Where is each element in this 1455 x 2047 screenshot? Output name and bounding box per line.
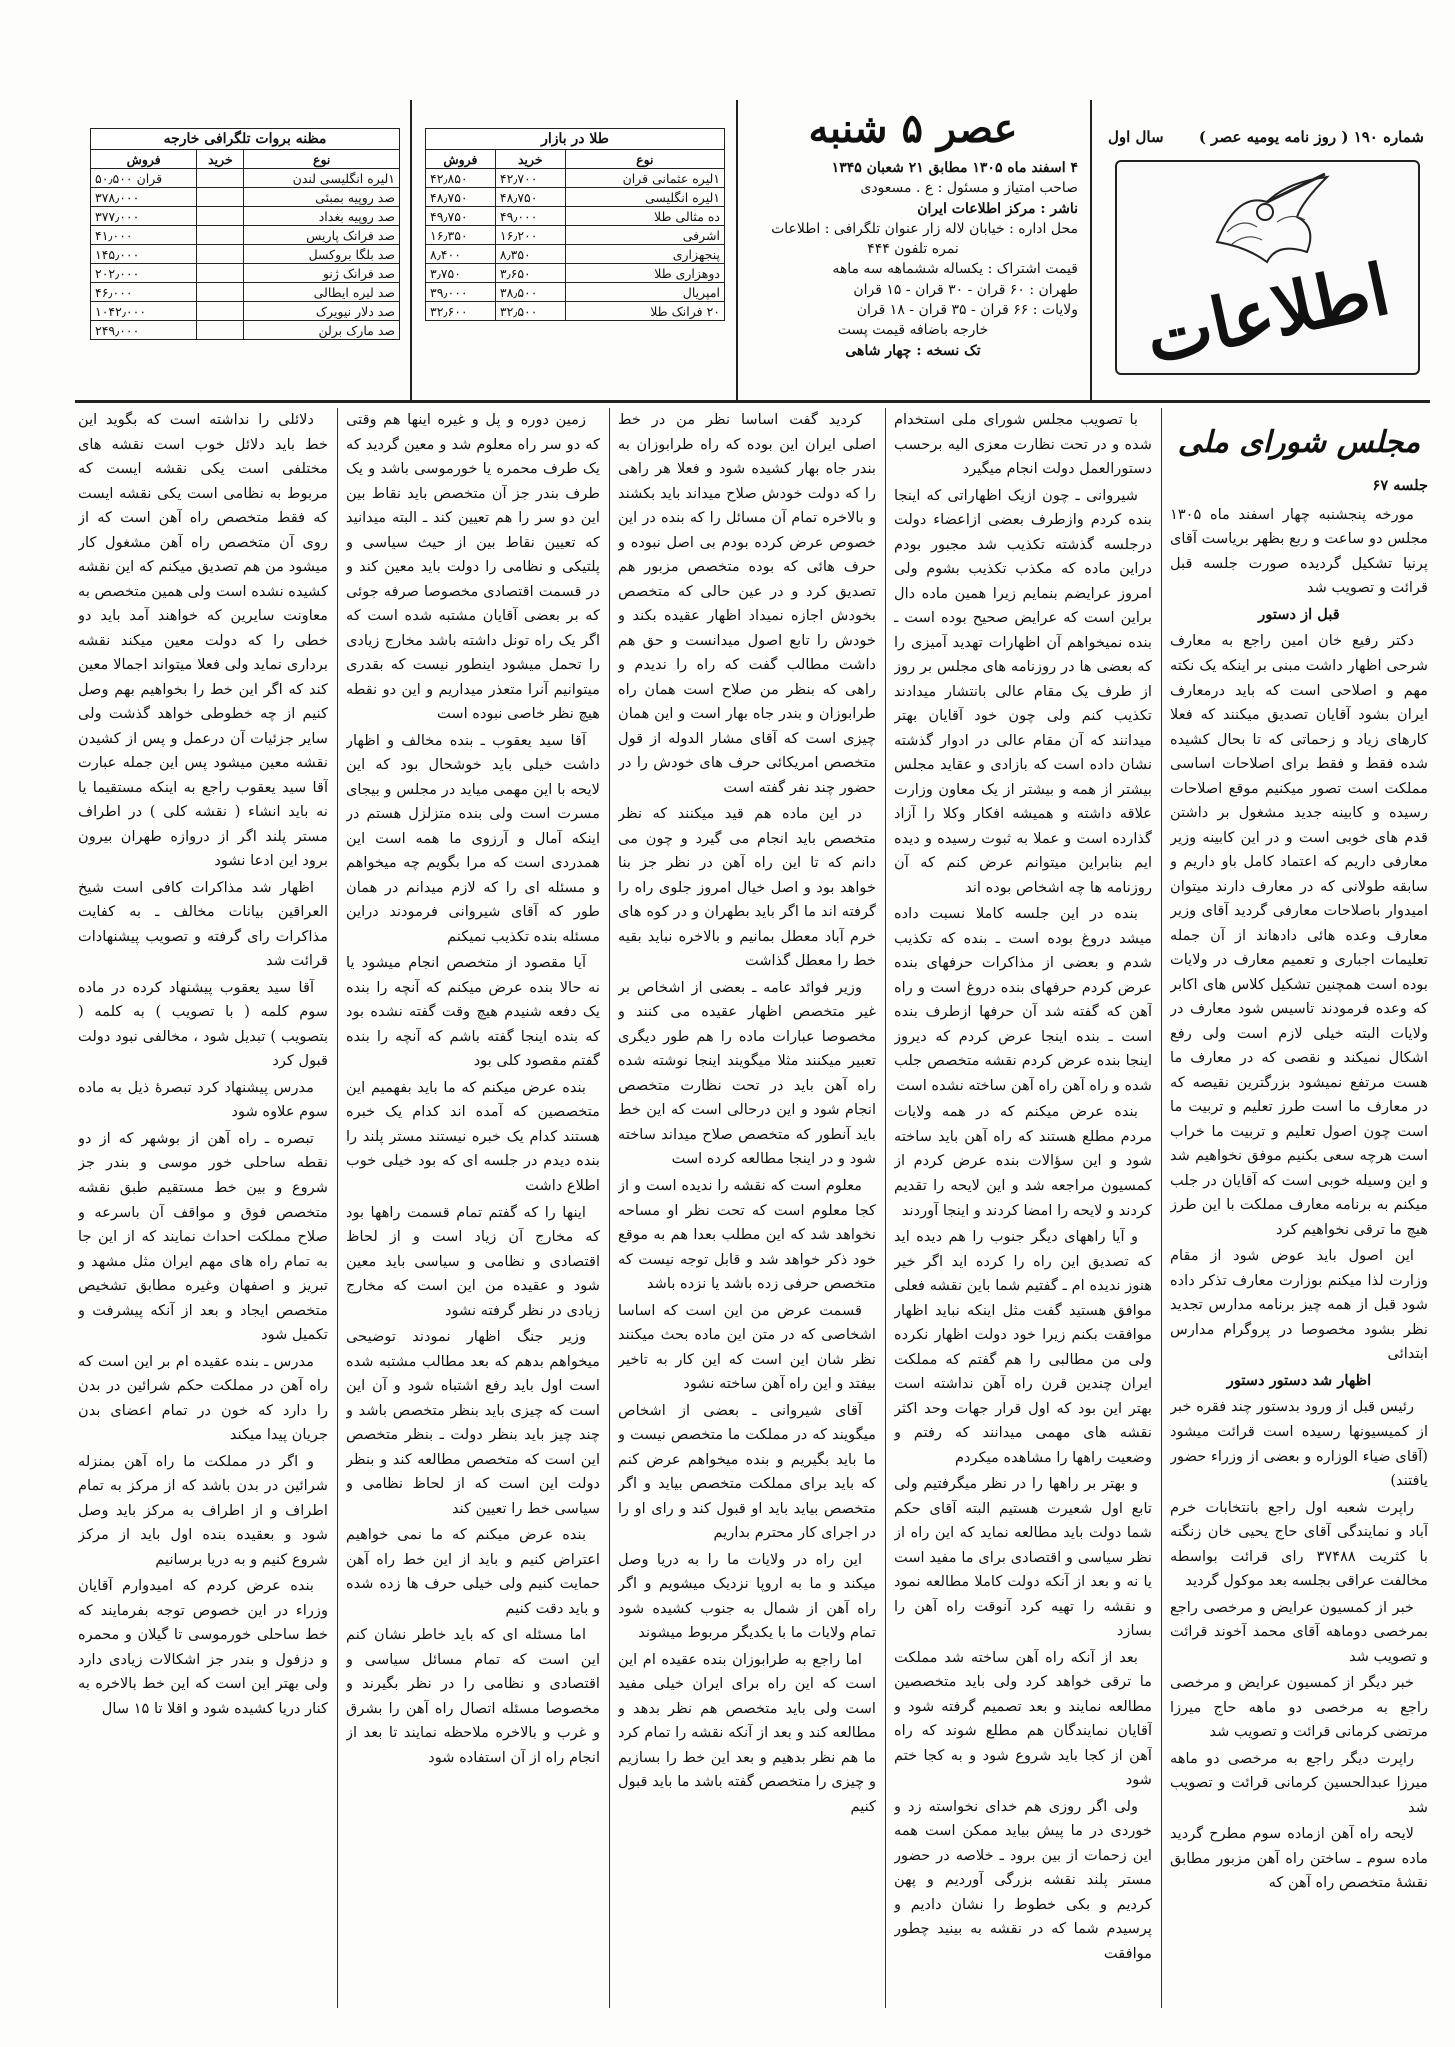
article-columns [78,408,1428,2008]
paragraph: بنده در این جلسه کاملا نسبت داده میشد دروغ بوده است ـ بنده که تکذیب شدم و بعضی از مذاکرات حرفهای بنده عرض کردم حرفهای بنده دروغ است و راه آهن که گفته شد آن حرفها ازطرف بنده است ـ بنده اینجا عرض کردم که دیروز اینجا بنده عرض کردم نقشه متخصص جلب شده و راه آهن راه آهن ساخته نشده است [894,905,1152,1094]
row-label: ۱لیره انگلیسی لندن [244,169,400,188]
column-rule [337,408,338,2008]
price-cell: ۳۷۷٫۰۰۰ [91,207,197,226]
paragraph: خبر از کمسیون عرایض و مرخصی راجع بمرخصی دوماهه آقای محمد آخوند قرائت و تصویب شد [1170,1598,1428,1665]
provinces-price: ولایات : ۶۶ قران - ۳۵ قران - ۱۸ قران [856,302,1078,319]
price-cell: ۳۷۸٫۰۰۰ [91,188,197,207]
paragraph: شیروانی ـ چون ازیک اظهاراتی که اینجا بنده کردم وازطرف بعضی ازاعضاء دولت درجلسه گذشته تکذیب شد مجبور بودم دراین ماده که مکذب تکذیب بشوم ولی امروز عرایضم بنمایم زیرا همین ماده دال براین است که عرایض صحیح بوده است ـ بنده نمیخواهم آن اظهارات تهدید آمیزی را که بعضی ها در روزنامه های مجلس بر روز از طرف یک مقام عالی بانتشار میدادند تکذیب کنم ولی چون خود آقایان بهتر میدانند که آن مقام عالی در ادوار گذشته نشان داده است که بازادی و عقاید مجلس بیشتر از همه و بیشتر از یک معاون وزارت علاقه داشته و همیشه افکار وکلا را آزاد گذارده است و عملا به ثبوت رسیده و دیده ایم بنابراین میتوانم عرض کنم که آن روزنامه ها چه اشخاص بوده اند [894,486,1152,896]
paragraph: اما راجع به طرابوزان بنده عقیده ام این است که این راه برای ایران خیلی مفید است ولی باید متخصص هم نظر بدهد و مطالعه کند و بعد از آنکه نقشه را تمام کرد ما هم نظر بدهیم و بعد این خط را بسازیم و چیزی را متخصص گفته باشد ما باید قبول کنیم [618,1650,876,1815]
paragraph: اظهار شد مذاکرات کافی است شیخ العراقین بیانات مخالف ـ به کفایت مذاکرات رای گرفته و تصویب پیشنهادات قرائت شد [78,878,328,970]
row-label: صد روپیه بغداد [244,207,400,226]
fx-table-title: مظنه بروات تلگرافی خارجه [90,128,400,149]
price-cell: ۴۹٫۰۰۰ [495,207,565,226]
paragraph: دکتر رفیع خان امین راجع به معارف شرحی اظهار داشت مبنی بر اینکه یک نکته مهم و اصلاحی است که باید درمعارف ایران بشود آقایان تصدیق میکنند که فعلا کارهای زیاد و زحماتی که تا بحال کشیده شده فقط و فقط برای اصلاحات اساسی مملکت است تصور میکنیم موقع اصلاحات رسیده و کابینه جدید مشغول بر داشتن قدم های خوبی است و در این کابینه وزیر معارفی داریم که اعتماد کامل باو داریم و سابقه طولانی که در معارف دارند میتوان امیدوار باصلاحات معارفی گردید آقای وزیر معارف وعده هائی دادهاند از آن جمله تعلیمات اجباری و تعمیم معارف در ولایات بوده است همچنین تشکیل کلاس های اکابر که وعده فرمودند تاسیس شود معارف در ولایات البته خیلی لازم است ولی رفع اشکال نمیکند و نقصی که در معارف ما هست مرتفع نمیشود بزرگترین نقیصه که در معارف ما است طرز تعلیم و تربیت ما است چون اصول تعلیم و تربیت ما خراب است هرچه سعی بکنیم موفق نخواهیم شد و این وسیله خوبی است که آقایان در جلب میکنم به برنامه معارف مملکت با این طرز هیچ ما ترقی نخواهیم کرد [1170,632,1428,1238]
column-text [894,408,1152,1966]
column-header: فروش [426,150,496,169]
price-cell: ۴۸٫۷۵۰ [426,188,496,207]
price-cell: ۱۶٫۳۵۰ [426,226,496,245]
paragraph: آقا سید یعقوب پیشنهاد کرده در ماده سوم کلمه ( با تصویب ) به کلمه ( بتصویب ) تبدیل شود ، مخالفی نبود دولت قبول کرد [78,978,328,1070]
tehran-price: طهران : ۶۰ قران - ۳۰ قران - ۱۵ قران [853,281,1078,298]
column-rule [885,408,886,2008]
paragraph: زمین دوره و پل و غیره اینها هم وقتی که دو سر راه معلوم شد و معین گردید که یک طرف محمره یا خورموسی باشد و یک طرف بندر جز آن متخصص باید نقاط بین این دو سر را هم تعیین کند ـ البته میدانید که تعیین نقاط بین از حیث سیاسی و پلتیکی و نظامی را دولت باید معین کند و در قسمت اقتصادی مخصوصا صرفه جوئی که بر بعضی آقایان مشتبه شده است که اگر یک راه تونل داشته باشد مخارج زیادی را تحمل میشود اینطور نیست که بقدری میتوانیم آنرا متعذر میداریم و این دو نقطه هیچ نظر خاصی نبوده است [346,411,600,723]
row-label: صد لیره ایطالی [244,283,400,302]
fx-table-body [91,169,400,340]
price-cell: ۲۰۲٫۰۰۰ [91,264,197,283]
paragraph: آقای شیروانی ـ بعضی از اشخاص میگویند که در مملکت ما متخصص نیست و ما باید بگیریم و بنده میخواهم عرض کنم که باید برای مملکت متخصص بیاید و اگر متخصص بیاید باید او قبول کند و رای او را در اجرای کار محترم بداریم [618,1401,876,1542]
table-row [426,302,725,321]
paragraph: بنده عرض میکنم که در همه ولایات مردم مطلع هستند که راه آهن باید ساخته شود و این سؤالات بنده عرض کردم از کمسیون مراجعه شد و این لایحه را تقدیم کردند و لایحه را امضا کردند و اینجا آوردند [894,1103,1152,1219]
price-cell [197,188,244,207]
column-2 [894,408,1152,2008]
logo [1115,160,1420,380]
paragraph: اظهار شد دستور دستور [1226,1371,1372,1389]
price-cell: ۴۱٫۰۰۰ [91,226,197,245]
row-label: پنجهزاری [565,245,724,264]
row-label: صد فرانک پاریس [244,226,400,245]
row-label: صد دلار نیویرک [244,302,400,321]
price-cell: ۱۰۴۲٫۰۰۰ [91,302,197,321]
paragraph: وزیر جنگ اظهار نمودند توضیحی میخواهم بدهم که بعد مطالب مشتبه شده است اول باید رفع اشتباه شود و آن این است که چیزی باید بنظر متخصص باشد و چند چیز باید بنظر دولت ـ بنظر متخصص این است که متخصص مطالعه کند و بنظر دولت این است که از لحاظ نظامی و سیاسی خط را تعیین کند [346,1328,600,1517]
abroad-price: خارجه باضافه قیمت پست [837,322,989,339]
paragraph: و آیا راههای دیگر جنوب را هم دیده اید که تصدیق این راه را کرده اید اگر خیر هنوز ندیده ام ـ گفتیم شما باین نقشه فعلی موافق هستید گفت مثل اینکه نباید اظهار موافقت بکنم زیرا خود دولت اظهار نکرده ولی من مطالبی را هم گفتم که مملکت ایران چندین قرن راه آهن نداشته است بهتر این بود که اول قرار جهات وحد اکثر نقشه های مهمی میدانند که رفتم و وضعیت راهها را مشاهده میکردم [894,1228,1152,1466]
price-cell: ۴۶٫۰۰۰ [91,283,197,302]
table-row [91,264,400,283]
column-header: نوع [244,150,400,169]
price-cell [197,226,244,245]
price-cell: ۱۶٫۲۰۰ [495,226,565,245]
price-cell [197,207,244,226]
row-label: ده مثالی طلا [565,207,724,226]
table-row [426,245,725,264]
price-cell [197,302,244,321]
session-number: جلسه ۶۷ [1372,477,1428,495]
gold-price-table [425,128,725,321]
paragraph: اما مسئله ای که باید خاطر نشان کنم این است که تمام مسائل سیاسی و اقتصادی و نظامی را در نظر بگیرند و مخصوصا مسئله اتصال راه آهن را بشرق و غرب و بالاخره ملاحظه نمایند تا بعد از انجام راه از آن استفاده شود [346,1626,600,1766]
paragraph: در این ماده هم قید میکنند که نظر متخصص باید انجام می گیرد و چون می دانم که تا این راه آهن در نظر جز بنا خواهد بود و اصل خیال امروز جلوی راه را گرفته اند ما اگر باید بطهران و در کوه های خرم آباد معطل بمانیم و بالاخره نباید بقیه خط را معطل گذاشت [618,805,876,970]
table-row [91,169,400,188]
subscription-title: قیمت اشتراک : یکساله ششماهه سه ماهه [832,261,1078,278]
price-cell: ۵۰٫۵۰۰ قران [91,169,197,188]
paragraph: اینها را که گفتم تمام قسمت راهها بود که مخارج آن زیاد است و از لحاظ اقتصادی و نظامی و سیاسی باید معین شود و عقیده من این است که مخارج زیادی در نظر گرفته نشود [346,1203,600,1319]
paragraph: معلوم است که نقشه را ندیده است و از کجا معلوم است که تحت نظر او مساحه نخواهد شد که این مطلب بعدا هم به موقع خود ذکر خواهد شد و قابل توجه نیست که متخصص حرفی زده باشد یا نزده باشد [618,1176,876,1293]
column-header: خرید [197,150,244,169]
column-3 [618,408,876,2008]
paragraph: بنده عرض میکنم که ما باید بفهمیم این متخصصین که آمده اند کدام یک خبره هستند کدام یک خبره نیستند مستر پلند را بنده دیدم در جلسه ای که بود خیلی خوب اطلاع داشت [346,1078,600,1194]
phone: نمره تلفون ۴۴۴ [867,241,959,258]
table-row [426,264,725,283]
date: ۴ اسفند ماه ۱۳۰۵ مطابق ۲۱ شعبان ۱۳۴۵ [831,160,1078,176]
paragraph: این راه در ولایات ما را به دریا وصل میکند و ما به اروپا نزدیک میشویم و اگر راه آهن از شمال به جنوب کشیده شود تمام ولایات ما با یکدیگر مربوط میشوند [618,1550,876,1642]
column-header: فروش [91,150,197,169]
price-cell [197,264,244,283]
office: محل اداره : خیابان لاله زار عنوان تلگرافی : اطلاعات [771,220,1078,237]
price-cell [197,321,244,340]
price-cell: ۴۲٫۸۵۰ [426,169,496,188]
paragraph: خبر دیگر از کمسیون عرایض و مرخصی راجع به مرخصی دو ماهه حاج میرزا مرتضی کرمانی قرائت و تصویب شد [1170,1674,1428,1741]
paragraph: مدرس پیشنهاد کرد تبصرهٔ ذیل به ماده سوم علاوه شود [78,1078,328,1121]
paragraph: و اگر در مملکت ما راه آهن بمنزله شرائین در بدن باشد که از مرکز به تمام اطراف و از اطراف به مرکز باید وصل شود و بعقیده بنده اول باید از مرکز شروع کنیم و به دریا برسانیم [78,1452,328,1568]
row-label: دوهزاری طلا [565,264,724,283]
divider [736,100,738,400]
paragraph: بنده عرض کردم که امیدوارم آقایان وزراء در این خصوص توجه بفرمایند که خط ساحلی خورموسی تا گیلان و محمره و دزفول و بندر جز اشکالات زیادی دارد ولی بهتر این است که این خط بالاخره به کنار دریا کشیده شود و اقلا تا ۱۵ سال [78,1577,328,1717]
table-row [91,302,400,321]
paragraph: ولی اگر روزی هم خدای نخواسته زد و خوردی در ما پیش بیاید ممکن است همه این زحمات از بین برود ـ خلاصه در حضور مستر پلند نقشه بزرگی آوردیم و پهن کردیم و بکی خطوط را نشان دادیم و پرسیدم شما که در نقشه به بینید چطور موافقت [894,1797,1152,1962]
column-text [78,408,328,1721]
paragraph: مدرس ـ بنده عقیده ام بر این است که راه آهن در مملکت حکم شرائین در بدن را دارد که خون در تمام اعضای بدن جریان پیدا میکند [78,1352,328,1444]
exchange-rate-table [90,128,400,340]
row-label: اشرفی [565,226,724,245]
column-rule [609,408,610,2008]
row-label: ۱لیره انگلیسی [565,188,724,207]
paragraph: رئیس قبل از ورود بدستور چند فقره خبر از کمیسیونها رسیده است قرائت میشود (آقای ضیاء الوزاره و بعضی از وزراء حضور یافتند) [1170,1398,1428,1490]
table-row [91,245,400,264]
price-cell: ۳۸٫۵۰۰ [495,283,565,302]
paragraph: راپرت شعبه اول راجع بانتخابات خرم آباد و نمایندگی آقای حاج یحیی خان زنگنه با کثریت ۳۷۴۸۸ رای قرائت بواسطه مخالفت عراقی بجلسه بعد موکول گردید [1170,1498,1428,1590]
column-rule [1161,408,1162,2008]
price-cell [197,245,244,264]
table-row [91,226,400,245]
gold-table-body [426,169,725,321]
paragraph: بنده عرض میکنم که ما نمی خواهیم اعتراض کنیم و باید از این خط راه آهن حمایت کنیم ولی خیلی حرف ها زده شده و باید دقت کنیم [346,1526,600,1617]
row-label: صد بلگا بروکسل [244,245,400,264]
price-cell: ۴۸٫۷۵۰ [495,188,565,207]
price-cell: ۳۲٫۶۰۰ [426,302,496,321]
table-row [426,283,725,302]
header-rule [75,400,1430,403]
price-cell: ۲۴۹٫۰۰۰ [91,321,197,340]
table-row [426,207,725,226]
masthead [1102,100,1430,400]
price-cell: ۴۹٫۷۵۰ [426,207,496,226]
table-row [426,169,725,188]
price-cell: ۱۴۵٫۰۰۰ [91,245,197,264]
weekday: عصر ۵ شنبه [808,105,1018,152]
price-cell: ۸٫۴۰۰ [426,245,496,264]
row-label: صد فرانک ژنو [244,264,400,283]
divider [410,100,412,400]
paragraph: و بهتر بر راهها را در نظر میگرفتیم ولی تابع اول شعیرت هستیم البته آقای حکم شما دولت باید مطالعه نماید که این راه از نظر سیاسی و اقتصادی برای ما مفید است یا نه و بعد از آنکه دولت کاملا مطالعه نمود و نقشه را تهیه کرد آنوقت راه آهن را بسازد [894,1475,1152,1640]
table-row [91,321,400,340]
price-cell [197,169,244,188]
paragraph: بعد از آنکه راه آهن ساخته شد مملکت ما ترقی خواهد کرد ولی باید متخصصین مطالعه نمایند و بعد تصمیم گرفته شود و آقایان نمایندگان هم مطلع شوند که راه آهن از کجا باید شروع شود و به کجا ختم شود [894,1648,1152,1789]
paragraph: مورخه پنجشنبه چهار اسفند ماه ۱۳۰۵ مجلس دو ساعت و ربع بظهر بریاست آقای پرنیا تشکیل گردیده صورت جلسه قبل قرائت و تصویب شد [1170,505,1428,597]
table-row [426,188,725,207]
paragraph: وزیر فوائد عامه ـ بعضی از اشخاص بر غیر متخصص اظهار عقیده می کنند و مخصوصا عبارات ماده را هم طور دیگری تعبیر میکنند مثلا میگویند اینجا نوشته شده راه آهن باید در تحت نظارت متخصص انجام شود و این درحالی است که این خط باید آنطور که متخصص صلاح میداند ساخته شود و در اینجا مطالعه کرده است [618,978,876,1168]
column-4 [346,408,600,2008]
column-1 [1170,408,1428,2008]
table-row [91,188,400,207]
issue-line [1108,128,1424,146]
paragraph: آیا مقصود از متخصص انجام میشود یا نه حالا بنده عرض میکنم که آنچه را بنده یک دفعه شنیدم هیچ وقت گفته نشده بود که بنده اینجا گفته باشم که آنچه را بنده گفتم مقصود کلی بود [346,954,600,1070]
paragraph: لایحه راه آهن ازماده سوم مطرح گردید ماده سوم ـ ساختن راه آهن مزبور مطابق نقشهٔ متخصص راه آهن که [1170,1825,1428,1892]
column-text [618,408,876,1819]
price-cell: ۳۲٫۵۰۰ [495,302,565,321]
row-label: صد مارک برلن [244,321,400,340]
price-cell: ۳٫۶۵۰ [495,264,565,283]
row-label: صد روپیه بمبئی [244,188,400,207]
paragraph: دلائلی را نداشته است که بگوید این خط باید دلائل خوب است نقشه های مختلفی است یکی نقشه ایست که مربوط به نظامی است یکی نقشه ایست که فقط متخصص راه آهن است که از روی آن متخصص راه آهن مشغول کار میشود من هم تصدیق میکنم که این نقشه کشیده نشده است ولی همین متخصص به معاونت سایرین که خواهند آمد باید دو خطی را که دولت معین میکند نقشه برداری نماید ولی فعلا میتواند اجمالا معین کند که اگر این خط را بخواهیم بهم وصل کنیم از چه خطوطی خواهد گذشت ولی سایر جزئیات آن درعمل و پس از کشیدن نقشه معین میشود پس این جمله عبارت آقا سید یعقوب راجع به اینکه مستقیما یا نه باید انشاء ( نقشه کلی ) در اطراف مستر پلند اگر از دروازه طهران بیرون برود این ادعا نشود [78,411,328,870]
price-cell [197,283,244,302]
issue-label: شماره ۱۹۰ ( روز نامه یومیه عصر ) [1198,128,1424,146]
row-label: ۱لیره عثمانی قران [565,169,724,188]
price-cell: ۸٫۳۵۰ [495,245,565,264]
header [85,100,1430,400]
publisher: ناشر : مرکز اطلاعات ایران [917,200,1078,217]
price-cell: ۳۹٫۰۰۰ [426,283,496,302]
paragraph: راپرت دیگر راجع به مرخصی دو ماهه میرزا عبدالحسین کرمانی قرائت و تصویب شد [1170,1749,1428,1816]
owner: صاحب امتیاز و مسئول : ع . مسعودی [860,180,1078,197]
table-header-row [91,150,400,169]
paragraph: کردید گفت اساسا نظر من در خط اصلی ایران این بوده که راه طرابوزان به بندر جاه بهار کشیده شود و فعلا هر راهی را که دولت خودش صلاح میداند باید بکشند و بالاخره تمام آن مسائل را که بنده در این خصوص عرض کرده بودم بی اصل نبوده و حرف هائی که بوده متخصص مزبور هم تصدیق کرد و در عین حالی که متخصص بخودش اجازه نمیداد اظهار عقیده بکند و خودش را تابع اصول میدانست و حق هم داشت مطالب گفت که راه را ندیدم و راهی که بنظر من صلاح است همان راه طرابوزان و بندر جاه بهار است و این همان چیزی است که آقای مشار الدوله از قول متخصص امریکائی حرف های خودش را در حضور چند نفر گفته است [618,411,876,796]
paragraph: تبصره ـ راه آهن از بوشهر که از دو نقطه ساحلی خور موسی و بندر جز شروع و بین خط مستقیم طبق نقشه متخصص فوق و مواقف آن باسرعه و صلاح مملکت احداث نمایند که از این جا به تمام راه های مهم ایران مثل مشهد و تبریز و اصفهان وغیره مطابق تشخیص متخصص ایجاد و بعد از آنکه پیشرفت و تکمیل شود [78,1129,328,1344]
price-cell: ۳٫۷۵۰ [426,264,496,283]
table-row [91,207,400,226]
table-header-row [426,150,725,169]
price-cell: ۴۲٫۷۰۰ [495,169,565,188]
row-label: امپریال [565,283,724,302]
paragraph: این اصول باید عوض شود از مقام وزارت لذا میکنم بوزارت معارف تذکر داده شود قبل از همه چیز برنامه مدارس تجدید نظر بشود مخصوصا در پروگرام مدارس ابتدائی [1170,1247,1428,1363]
year-label: سال اول [1108,128,1164,146]
dateline [748,100,1078,400]
section-title: مجلس شورای ملی [1177,425,1421,460]
single-price: تک نسخه : چهار شاهی [845,342,981,359]
column-text [346,408,600,1770]
column-header: نوع [565,150,724,169]
column-header: خرید [495,150,565,169]
paragraph: آقا سید یعقوب ـ بنده مخالف و اظهار داشت خیلی باید خوشحال بود که این لایحه با این مهمی میاید در مجلس و بیجای مسرت است ولی بنده متزلزل هستم در اینکه آمال و آرزوی ما همه است این همدردی است که مرا بگویم چه میخواهم و مسئله ای را که لازم میدانم در همان طور که آقای شیروانی فرمودند دراین مسئله بنده تکذیب نمیکنم [346,731,600,945]
paragraph: قسمت عرض من این است که اساسا اشخاصی که در متن این ماده بحث میکنند نظر شان این است که این کار به تاخیر بیفتد و این راه آهن ساخته نشود [618,1301,876,1393]
gold-table-title: طلا در بازار [425,128,725,149]
paragraph: با تصویب مجلس شورای ملی استخدام شده و در تحت نظارت معزی الیه برحسب دستورالعمل دولت انجام میگیرد [894,411,1152,478]
divider [1090,100,1092,400]
row-label: ۲۰ فرانک طلا [565,302,724,321]
column-text [1170,503,1428,1896]
table-row [91,283,400,302]
column-5 [78,408,328,2008]
table-row [426,226,725,245]
logo-text: اطلاعات [1138,247,1397,380]
paragraph: قبل از دستور [1258,605,1340,623]
